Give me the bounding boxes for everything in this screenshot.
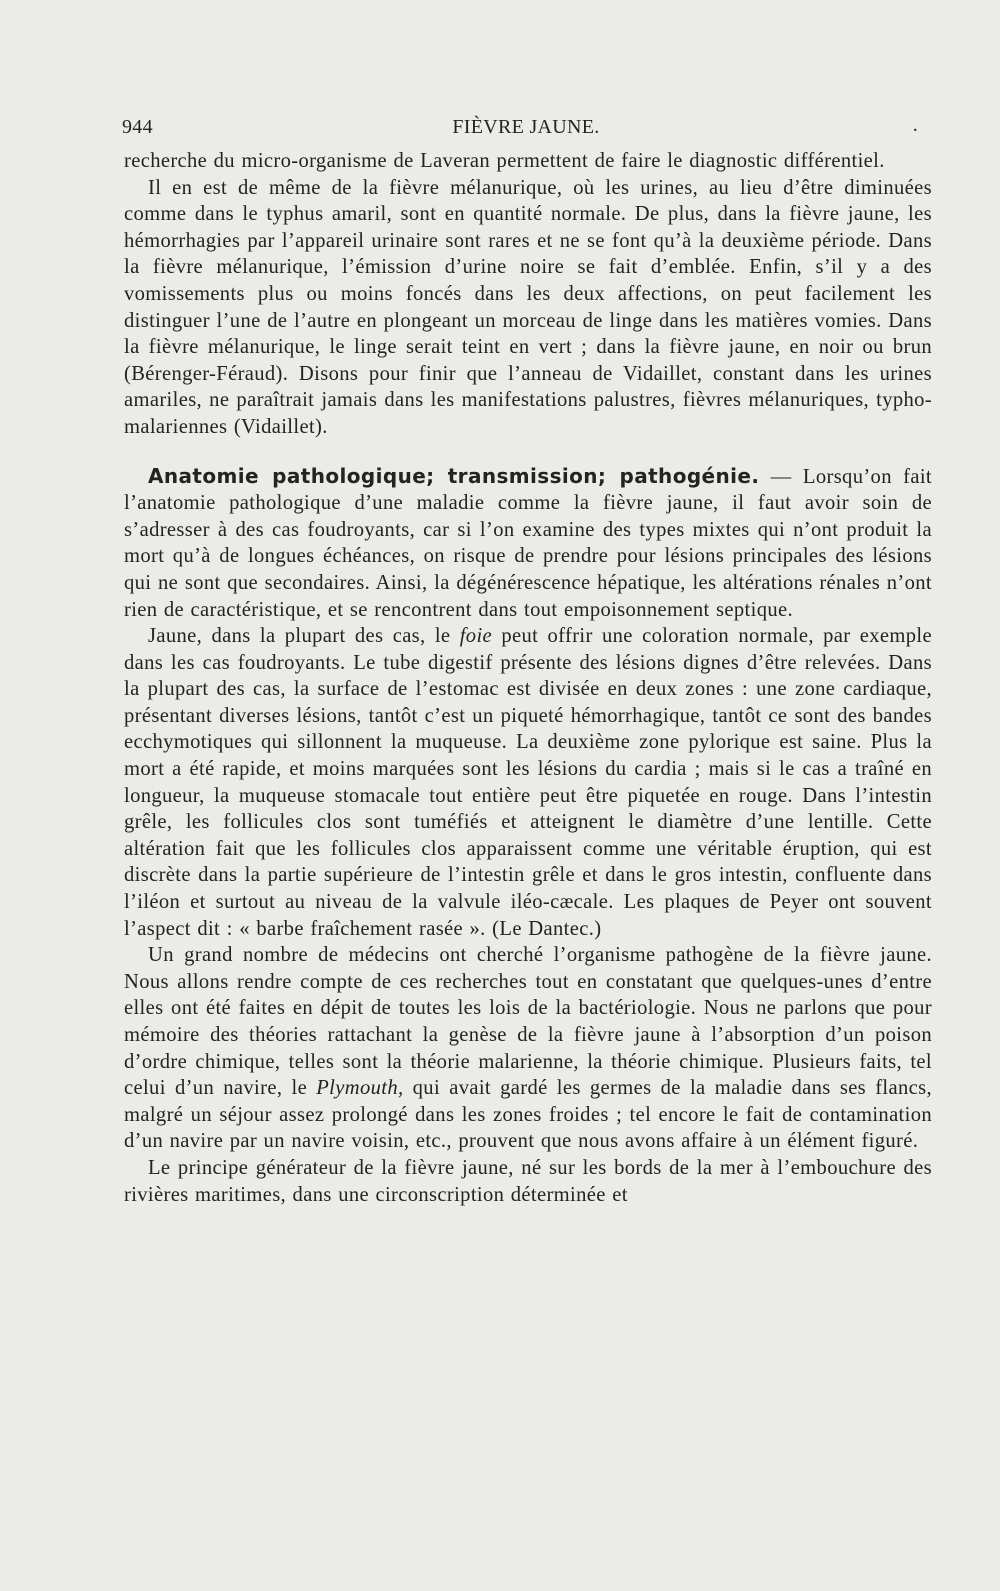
paragraph-5-italic: Plymouth, [316,1077,404,1100]
running-title: FIÈVRE JAUNE. [452,116,600,138]
page-number: 944 [122,116,153,138]
section-heading: Anatomie pathologique; transmission; pathogénie. [148,463,760,488]
paragraph-5 [124,942,932,1155]
page-body [124,148,932,1208]
paragraph-2: Il en est de même de la fièvre mélanurique, où les urines, au lieu d’être diminuées comme dans le typhus amaril, sont en quantité normale. De plus, dans la fièvre jaune, les hémorrhagies par l’appareil urinaire sont rares et ne se font qu’à la deuxième période. Dans la fièvre mélanurique, l’émission d’urine noire se fait d’emblée. Enfin, s’il y a des vomissements plus ou moins foncés dans les deux affections, on peut facilement les distinguer l’une de l’autre en plongeant un morceau de linge dans les matières vomies. Dans la fièvre mélanurique, le linge serait teint en vert ; dans la fièvre jaune, en noir ou brun (Bérenger-Féraud). Disons pour finir que l’anneau de Vidaillet, constant dans les urines amariles, ne paraîtrait jamais dans les manifestations palustres, fièvres mélanuriques, typho-malariennes (Vidaillet). [124,176,932,438]
paragraph-4-italic: foie [459,625,493,648]
paragraph-6: Le principe générateur de la fièvre jaune, né sur les bords de la mer à l’embouchure des rivières maritimes, dans une circonscription déterminée et [124,1156,932,1206]
paragraph-3-text: — Lorsqu’on fait l’anatomie pathologique d’une maladie comme la fièvre jaune, il faut avoir soin de s’adresser à des cas foudroyants, car si l’on examine des types mixtes qui n’ont produit la mort qu’à de longues échéances, on risque de prendre pour lésions principales des lésions qui ne sont que secondaires. Ainsi, la dégénérescence hépatique, les altérations rénales n’ont rien de caractéristique, et se rencontrent dans tout empoisonnement septique. [124,465,932,621]
paragraph-3 [124,463,932,624]
paragraph-4-text-b: peut offrir une coloration normale, par exemple dans les cas foudroyants. Le tube digestif présente des lésions dignes d’être relevées. Dans la plupart des cas, la surface de l’estomac est divisée en deux zones : une zone cardiaque, présentant diverses lésions, tantôt c’est un piqueté hémorrhagique, tantôt ce sont des bandes ecchymotiques qui sillonnent la muqueuse. La deuxième zone pylorique est saine. Plus la mort a été rapide, et moins marquées sont les lésions du cardia ; mais si le cas a traîné en longueur, la muqueuse stomacale tout entière peut être piquetée en rouge. Dans l’intestin grêle, les follicules clos sont tuméfiés et atteignent le diamètre d’une lentille. Cette altération fait que les follicules clos apparaissent comme une véritable éruption, qui est discrète dans la partie supérieure de l’intestin grêle et dans le gros intestin, confluente dans l’iléon et surtout au niveau de la valvule iléo-cæcale. Les plaques de Peyer ont souvent l’aspect dit : « barbe fraîchement rasée ». (Le Dantec.) [124,625,932,940]
paragraph-5-text-b: qui avait gardé les germes de la maladie dans ses flancs, malgré un séjour assez prolongé dans les zones froides ; tel encore le fait de contamination d’un navire par un navire voisin, etc., prouvent que nous avons affaire à un élément figuré. [124,1077,932,1153]
header-mark: . [912,114,918,136]
paragraph-5-text-a: Un grand nombre de médecins ont cherché l’organisme pathogène de la fièvre jaune. Nous allons rendre compte de ces recherches tout en constatant que quelques-unes d’entre elles ont été faites en dépit de toutes les lois de la bactériologie. Nous ne parlons que pour mémoire des théories rattachant la genèse de la fièvre jaune à l’absorption d’un poison d’ordre chimique, telles sont la théorie malarienne, la théorie chimique. Plusieurs faits, tel celui d’un navire, le [124,944,932,1100]
page-header [122,116,930,146]
paragraph-1: recherche du micro-organisme de Laveran permettent de faire le diagnostic différentiel. [124,150,885,172]
paragraph-4-text-a: Jaune, dans la plupart des cas, le [148,625,460,648]
paragraph-4 [124,623,932,942]
